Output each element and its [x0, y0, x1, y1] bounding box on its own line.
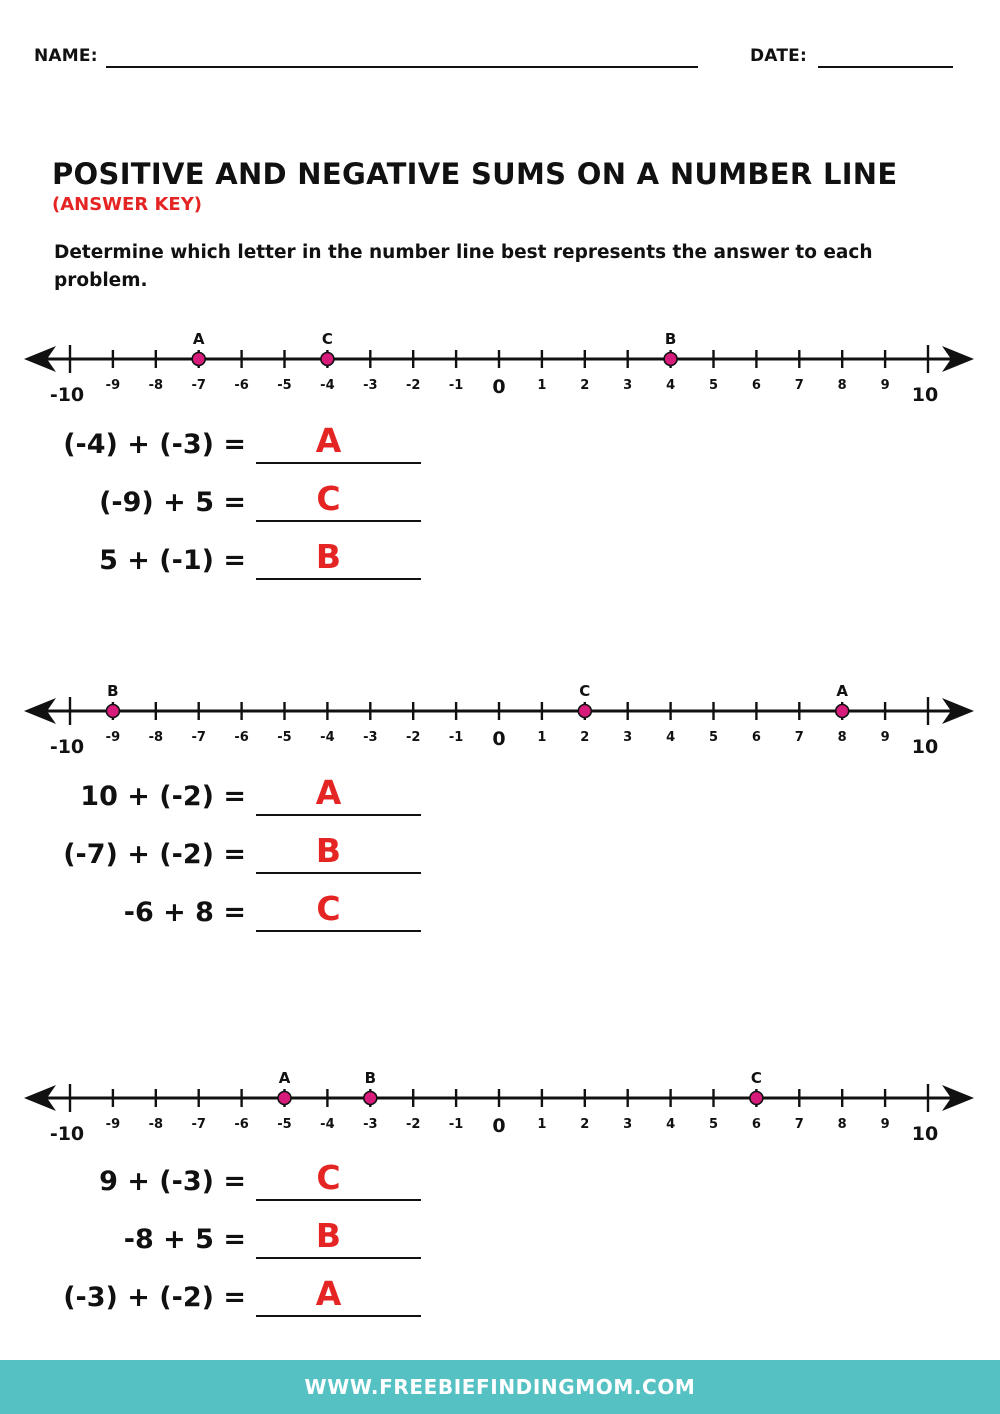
tick-label: 8	[837, 378, 847, 393]
tick-label: -7	[191, 1117, 206, 1132]
tick-label: -10	[49, 384, 85, 406]
point-marker-b	[364, 1092, 377, 1105]
tick-label: -10	[49, 736, 85, 758]
problem-row	[0, 766, 500, 824]
tick-label: -8	[148, 378, 164, 393]
tick-label: -10	[49, 1123, 85, 1145]
tick-label: 0	[492, 376, 506, 398]
tick-label: -4	[320, 378, 335, 393]
tick-label: -5	[277, 1117, 292, 1132]
tick-label: -4	[320, 730, 335, 745]
tick-label: 7	[794, 730, 804, 745]
tick-label: 9	[880, 1117, 890, 1132]
tick-label: 1	[537, 378, 547, 393]
tick-label: -6	[234, 1117, 249, 1132]
problem-row	[0, 530, 500, 588]
answer-letter: A	[315, 1274, 342, 1313]
tick-label: -6	[234, 730, 249, 745]
point-label-a: A	[278, 1069, 291, 1087]
problem-expression: 10 + (-2) =	[80, 781, 246, 812]
problem-row	[0, 1151, 500, 1209]
tick-label: -8	[148, 1117, 164, 1132]
footer-banner	[0, 1360, 1000, 1414]
tick-label: 6	[751, 378, 761, 393]
answer-letter: B	[315, 537, 342, 576]
answer-letter: B	[315, 831, 342, 870]
point-label-a: A	[836, 682, 849, 700]
tick-label: 9	[880, 378, 890, 393]
tick-label: 3	[623, 730, 633, 745]
tick-label: -9	[105, 378, 121, 393]
answer-blank-line[interactable]	[256, 1315, 421, 1317]
tick-label: -9	[105, 730, 121, 745]
worksheet-title: POSITIVE AND NEGATIVE SUMS ON A NUMBER LINE	[52, 157, 898, 191]
answer-blank-line[interactable]	[256, 1199, 421, 1201]
answer-letter: C	[316, 479, 341, 518]
tick-label: 5	[708, 1117, 719, 1132]
answer-letter: C	[316, 889, 341, 928]
tick-label: 1	[537, 1117, 547, 1132]
answer-blank-line[interactable]	[256, 930, 421, 932]
point-label-c: C	[321, 330, 333, 348]
problem-row	[0, 824, 500, 882]
problem-expression: -8 + 5 =	[123, 1224, 246, 1255]
footer-url[interactable]: WWW.FREEBIEFINDINGMOM.COM	[304, 1375, 696, 1399]
instructions: Determine which letter in the number line best represents the answer to each problem.	[54, 242, 873, 291]
point-marker-c	[578, 705, 591, 718]
problem-row	[0, 1267, 500, 1325]
point-marker-a	[836, 705, 849, 718]
tick-label: 4	[666, 1117, 676, 1132]
point-marker-b	[664, 353, 677, 366]
problem-expression: 9 + (-3) =	[99, 1166, 246, 1197]
tick-label: 8	[837, 1117, 847, 1132]
name-field-line[interactable]	[106, 66, 698, 68]
tick-label: -2	[405, 730, 421, 745]
point-label-c: C	[579, 682, 591, 700]
answer-letter: A	[315, 421, 342, 460]
number-line-3	[0, 1049, 1000, 1149]
number-line-svg	[0, 662, 1000, 762]
tick-label: 7	[794, 378, 804, 393]
answer-letter: A	[315, 773, 342, 812]
answer-blank-line[interactable]	[256, 1257, 421, 1259]
tick-label: 2	[580, 730, 590, 745]
tick-label: -8	[148, 730, 164, 745]
tick-label: -7	[191, 730, 206, 745]
tick-label: -4	[320, 1117, 335, 1132]
tick-label: -3	[363, 378, 378, 393]
tick-label: 10	[911, 1123, 939, 1145]
tick-label: -1	[448, 378, 464, 393]
point-label-a: A	[192, 330, 205, 348]
answer-key-subtitle: (ANSWER KEY)	[52, 194, 202, 215]
tick-label: 0	[492, 728, 506, 750]
number-line-2	[0, 662, 1000, 762]
problem-expression: 5 + (-1) =	[99, 545, 246, 576]
tick-label: 10	[911, 736, 939, 758]
tick-label: -3	[363, 1117, 378, 1132]
answer-blank-line[interactable]	[256, 872, 421, 874]
problem-expression: (-9) + 5 =	[99, 487, 246, 518]
problem-row	[0, 882, 500, 940]
point-label-b: B	[364, 1069, 377, 1087]
point-label-b: B	[107, 682, 119, 700]
answer-letter: C	[316, 1158, 341, 1197]
date-field-line[interactable]	[818, 66, 953, 68]
number-line-svg	[0, 1049, 1000, 1149]
tick-label: 2	[580, 378, 590, 393]
tick-label: -3	[363, 730, 378, 745]
tick-label: 2	[580, 1117, 590, 1132]
point-marker-a	[278, 1092, 291, 1105]
problem-expression: -6 + 8 =	[123, 897, 246, 928]
point-marker-c	[750, 1092, 763, 1105]
tick-label: -5	[277, 730, 292, 745]
tick-label: 3	[623, 378, 633, 393]
tick-label: 7	[794, 1117, 804, 1132]
problem-expression: (-4) + (-3) =	[63, 429, 246, 460]
tick-label: -6	[234, 378, 249, 393]
tick-label: -2	[405, 1117, 421, 1132]
tick-label: 5	[708, 730, 719, 745]
tick-label: 6	[751, 1117, 761, 1132]
answer-blank-line[interactable]	[256, 462, 421, 464]
name-label: NAME:	[34, 46, 98, 66]
date-label: DATE:	[750, 46, 807, 66]
tick-label: -7	[191, 378, 206, 393]
answer-blank-line[interactable]	[256, 814, 421, 816]
point-marker-b	[106, 705, 119, 718]
problem-expression: (-3) + (-2) =	[63, 1282, 246, 1313]
answer-blank-line[interactable]	[256, 520, 421, 522]
tick-label: -9	[105, 1117, 121, 1132]
tick-label: -5	[277, 378, 292, 393]
tick-label: 5	[708, 378, 719, 393]
tick-label: 0	[492, 1115, 506, 1137]
problem-expression: (-7) + (-2) =	[63, 839, 246, 870]
point-marker-a	[192, 353, 205, 366]
tick-label: 1	[537, 730, 547, 745]
header-row	[0, 46, 1000, 76]
answer-blank-line[interactable]	[256, 578, 421, 580]
problem-row	[0, 414, 500, 472]
answer-letter: B	[315, 1216, 342, 1255]
tick-label: -1	[448, 730, 464, 745]
tick-label: 9	[880, 730, 890, 745]
number-line-svg	[0, 310, 1000, 410]
tick-label: -1	[448, 1117, 464, 1132]
problem-row	[0, 472, 500, 530]
problem-row	[0, 1209, 500, 1267]
point-label-c: C	[750, 1069, 762, 1087]
number-line-1	[0, 310, 1000, 410]
tick-label: -2	[405, 378, 421, 393]
point-label-b: B	[664, 330, 677, 348]
tick-label: 4	[666, 730, 676, 745]
tick-label: 8	[837, 730, 847, 745]
tick-label: 6	[751, 730, 761, 745]
tick-label: 4	[666, 378, 676, 393]
point-marker-c	[321, 353, 334, 366]
tick-label: 10	[911, 384, 939, 406]
tick-label: 3	[623, 1117, 633, 1132]
